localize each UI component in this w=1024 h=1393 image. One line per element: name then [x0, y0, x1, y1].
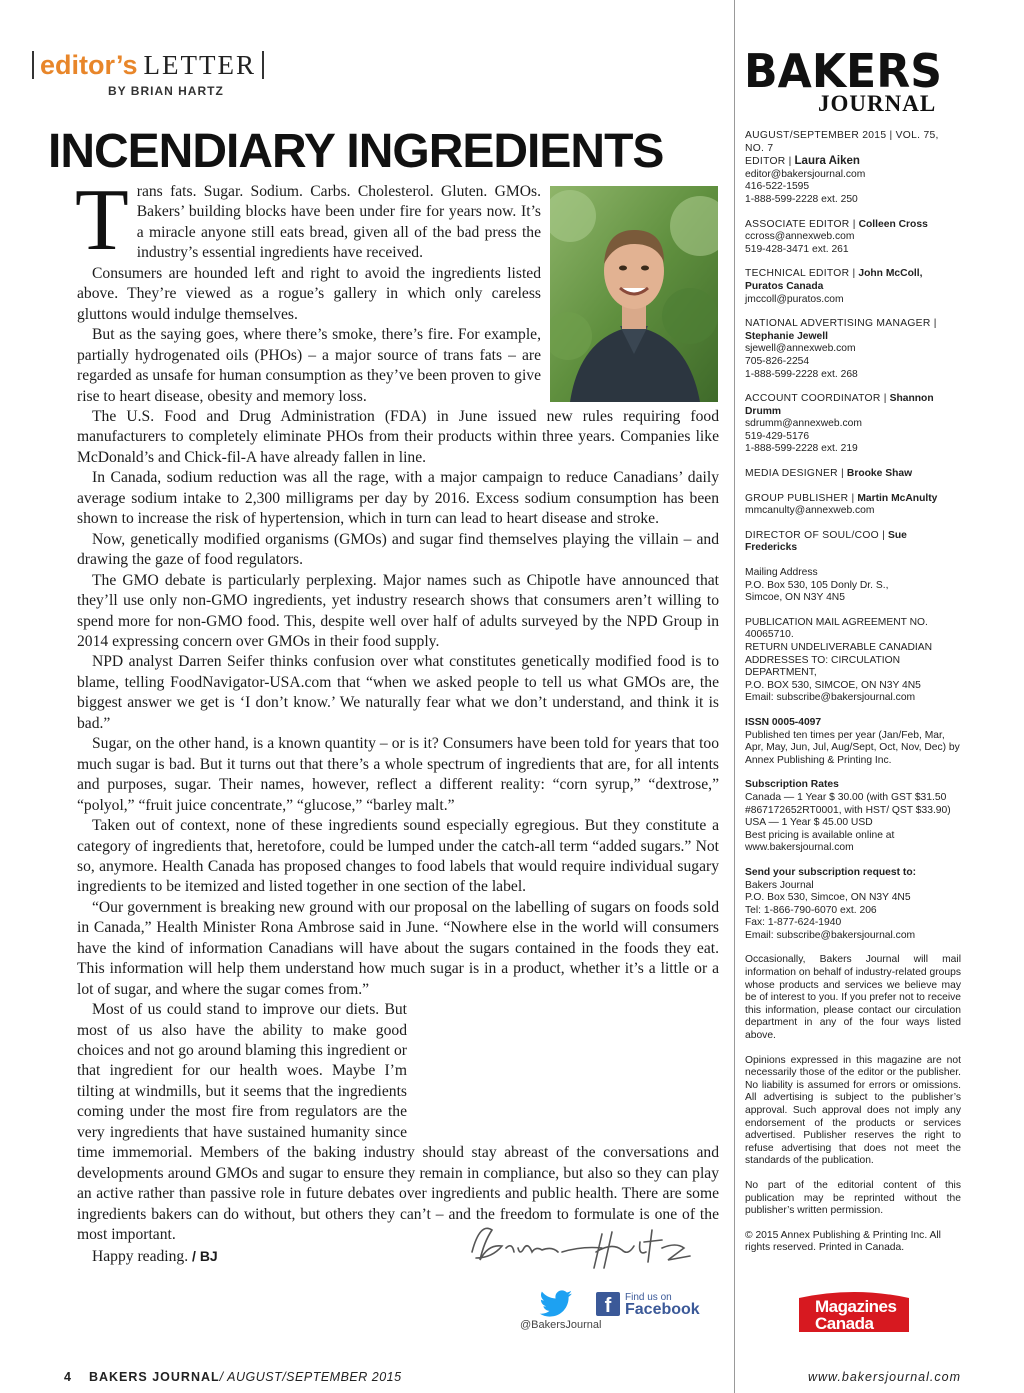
article-paragraph: The U.S. Food and Drug Administration (FDA) in June issued new rules requiring food manufacturers to completely eliminate PHOs from their products within three years. Companies like McDonald’s and Chick-fil-A have already fallen in line.	[77, 407, 719, 466]
magazine-logo-subtitle: JOURNAL	[818, 91, 937, 116]
masthead-subscription-rates: Subscription Rates Canada — 1 Year $ 30.00 (with GST $31.50 #867172652RT0001, with HST/ QST $33.90) USA — 1 Year $ 45.00 USD Best pricing is available online at www.bakersjournal.com	[745, 779, 951, 854]
masthead-mailing-address: Mailing Address P.O. Box 530, 105 Donly Dr. S., Simcoe, ON N3Y 4N5	[745, 567, 889, 604]
article-paragraph: Trans fats. Sugar. Sodium. Carbs. Cholesterol. Gluten. GMOs. Bakers’ building blocks have been under fire for years now. It’s a miracle anyone still eats bread, given all of the bad press the industry’s essential ingredients have received.	[75, 172, 541, 269]
article-paragraph: But as the saying goes, where there’s smoke, there’s fire. For example, partially hydrogenated oils (PHOs) – a major source of trans fats – are regarded as unsafe for human consumption as they’ve been proven to give rise to heart disease, obesity and memory loss.	[77, 326, 541, 405]
footer-magazine: BAKERS JOURNAL	[88, 1370, 220, 1384]
kicker-letter: LETTER	[143, 50, 257, 80]
byline: BY BRIAN HARTZ	[108, 84, 224, 98]
magazines-canada-line1: Magazines	[815, 1297, 897, 1316]
masthead-editor: AUGUST/SEPTEMBER 2015 | VOL. 75, NO. 7 EDITOR | Laura Aiken editor@bakersjournal.com 416-522-1595 1-888-599-2228 ext. 250	[745, 130, 939, 205]
facebook-label: Facebook	[625, 1301, 700, 1318]
article-paragraph: Most of us could stand to improve our diets. But most of us also have the ability to make good choices and not go around blaming this ingredient or that ingredient for our health woes. Maybe I’m tilting at windmills, but it seems that the ingredients coming under the most fire from regulators are the very ingredients that have sustained humanity since time immemorial. Members of the baking industry should stay abreast of the conversations and developments around GMOs and sugar to ensure they remain in compliance, but also so they can play an active rather than passive role in future debates over ingredients and public health. There are some ingredients bakers can do without, but others they can’t – and the freedom to formulate is one of the most important.	[77, 1001, 719, 1244]
masthead-advertising: NATIONAL ADVERTISING MANAGER | Stephanie Jewell sjewell@annexweb.com 705-826-2254 1-888-599-2228 ext. 268	[745, 318, 937, 380]
footer-issue: / AUGUST/SEPTEMBER 2015	[219, 1370, 402, 1384]
footer-url[interactable]: www.bakersjournal.com	[808, 1370, 961, 1384]
photo-space	[549, 182, 719, 404]
signoff-mark: / BJ	[192, 1247, 218, 1264]
masthead-mailing-notice: Occasionally, Bakers Journal will mail information on behalf of industry-related groups whose products and services we believe may be of interest to you. If you prefer not to receive this information, please contact our circulation department in any of the four ways listed above.	[745, 954, 961, 1042]
article-paragraph: Consumers are hounded left and right to avoid the ingredients listed above. They’re viewed as a rogue’s gallery in which only careless gluttons would indulge themselves.	[77, 264, 541, 323]
magazines-canada-line2: Canada	[815, 1314, 874, 1333]
kicker-bar-right	[262, 51, 264, 79]
masthead-account-coordinator: ACCOUNT COORDINATOR | Shannon Drumm sdrumm@annexweb.com 519-429-5176 1-888-599-2228 ext. 219	[745, 393, 934, 455]
masthead-reprint-notice: No part of the editorial content of this publication may be reprinted without the publisher’s written permission.	[745, 1179, 961, 1217]
article-paragraph: Now, genetically modified organisms (GMOs) and sugar find themselves playing the villain – and drawing the gaze of food regulators.	[77, 530, 719, 569]
masthead-disclaimer: Opinions expressed in this magazine are not necessarily those of the editor or the publisher. No liability is assumed for errors or omissions. All advertising is subject to the publisher’s approval. Such approval does not imply any endorsement of the products or services advertised. Publisher reserves the right to refuse advertising that does not meet the standards of the publication.	[745, 1054, 961, 1167]
article-paragraph: NPD analyst Darren Seifer thinks confusion over what constitutes genetically modified food is to blame, telling FoodNavigator-USA.com that “when we asked people to tell us what GMOs are, the biggest answer we get is ‘I don’t know.’ We naturally fear what we don’t understand, and think it is bad.”	[77, 653, 719, 732]
masthead-issn: ISSN 0005-4097 Published ten times per year (Jan/Feb, Mar, Apr, May, Jun, Jul, Aug/Sept, Oct, Nov, Dec) by Annex Publishing & Printing Inc.	[745, 716, 960, 766]
masthead-copyright: © 2015 Annex Publishing & Printing Inc. All rights reserved. Printed in Canada.	[745, 1229, 941, 1254]
author-signature	[462, 1212, 702, 1282]
headline: INCENDIARY INGREDIENTS	[48, 125, 664, 178]
masthead-publication-agreement: PUBLICATION MAIL AGREEMENT NO. 40065710. RETURN UNDELIVERABLE CANADIAN ADDRESSES TO: CIRCULATION DEPARTMENT, P.O. BOX 530, SIMCOE, ON N3Y 4N5 Email: subscribe@bakersjournal.com	[745, 616, 933, 704]
masthead-director: DIRECTOR OF SOUL/COO | Sue Fredericks	[745, 529, 907, 554]
signature-space	[417, 1004, 719, 1124]
facebook-icon: f	[596, 1292, 620, 1316]
article-paragraph: The GMO debate is particularly perplexing. Major names such as Chipotle have announced that they’ll use only non-GMO ingredients, yet industry research shows that consumers aren’t willing to spend more for non-GMO food. This, despite well over half of adults surveyed by the NPD Group in 2014 expressing concern over GMOs in their food supply.	[77, 571, 719, 650]
twitter-handle[interactable]: @BakersJournal	[520, 1319, 602, 1331]
article-paragraph: Taken out of context, none of these ingredients sound especially egregious. But they constitute a category of ingredients that, heretofore, could be lumped under the catch-all term “added sugars.” Not so, anymore. Health Canada has proposed changes to food labels that would require individual sugary ingredients to be itemized and listed together in one section of the label.	[77, 817, 719, 896]
masthead-technical-editor: TECHNICAL EDITOR | John McColl, Puratos Canada jmccoll@puratos.com	[745, 268, 923, 305]
facebook-find-us: Find us on	[625, 1292, 672, 1303]
article-paragraph: “Our government is breaking new ground with our proposal on the labelling of sugars on foods sold in Canada,” Health Minister Rona Ambrose said in June. “Nowhere else in the world will consumers have the kind of information Canadians will have about the sugars contained in the foods they eat. This information will help them understand how much sugar is in a product, whether it’s a little or a lot of sugar, and where the sugar comes from.”	[77, 898, 719, 998]
article-paragraph: In Canada, sodium reduction was all the rage, with a major campaign to reduce Canadians’ daily average sodium intake to 2,300 milligrams per day by 2016. Excess sodium consumption has been shown to increase the risk of hypertension, which in turn can lead to heart disease and stroke.	[77, 469, 719, 528]
masthead-group-publisher: GROUP PUBLISHER | Martin McAnulty mmcanulty@annexweb.com	[745, 492, 938, 517]
masthead-subscription-request: Send your subscription request to: Bakers Journal P.O. Box 530, Simcoe, ON N3Y 4N5 Tel: 1-866-790-6070 ext. 206 Fax: 1-877-624-1940 Email: subscribe@bakersjournal.com	[745, 866, 917, 941]
drop-cap: T	[75, 172, 129, 269]
column-divider	[734, 0, 735, 1393]
magazine-logo: BAKERS	[744, 44, 943, 98]
masthead-associate-editor: ASSOCIATE EDITOR | Colleen Cross ccross@annexweb.com 519-428-3471 ext. 261	[745, 218, 928, 255]
article-body	[75, 172, 719, 1267]
twitter-icon[interactable]	[539, 1290, 573, 1318]
section-kicker	[26, 50, 270, 81]
masthead-media-designer: MEDIA DESIGNER | Brooke Shaw	[745, 468, 913, 480]
masthead	[745, 130, 961, 1267]
article-paragraph: Sugar, on the other hand, is a known quantity – or is it? Consumers have been told for years that too much sugar is bad. But it turns out that there’s a whole spectrum of ingredients that are, for all intents and purposes, sugar. Their names, however, reflect a different reality: “corn syrup,” “dextrose,” “polyol,” “fruit juice concentrate,” “glucose,” “barley malt.”	[77, 735, 719, 814]
kicker-bar-left	[32, 51, 34, 79]
kicker-editors: editor’s	[40, 50, 138, 80]
signoff: Happy reading. / BJ	[92, 1247, 218, 1265]
page-number: 4	[64, 1370, 71, 1384]
page-footer	[64, 1370, 402, 1384]
